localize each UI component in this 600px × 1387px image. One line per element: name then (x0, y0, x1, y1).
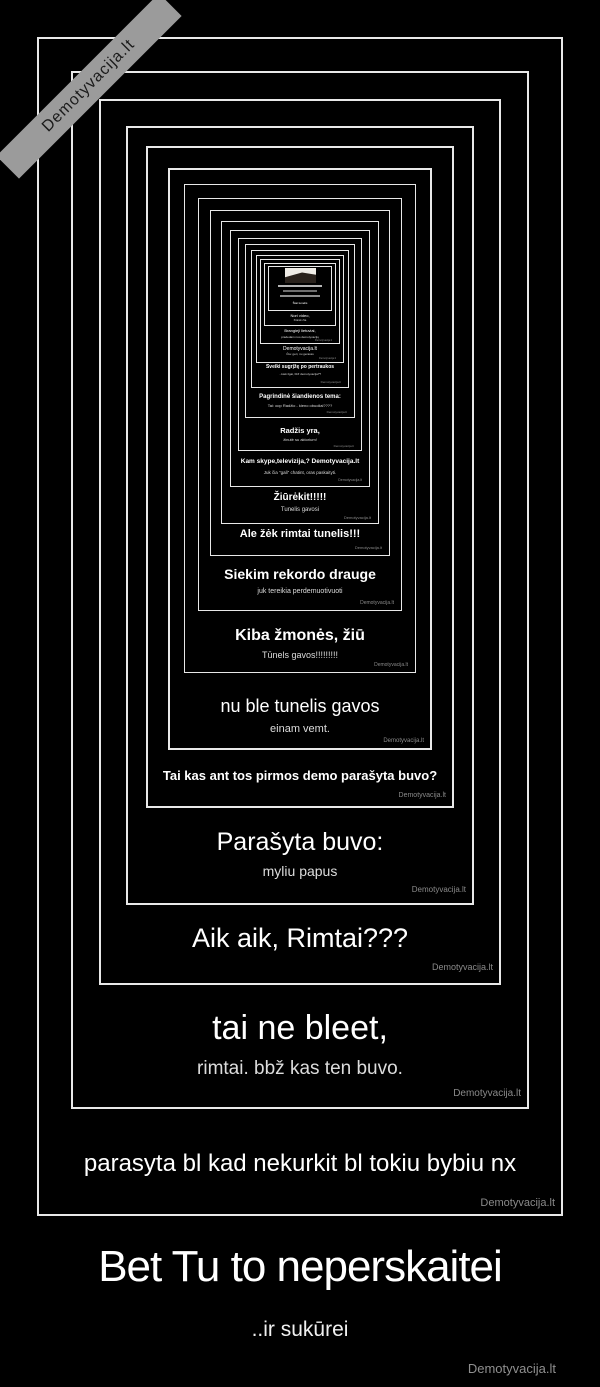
layer-watermark-4: Demotyvacija.lt (411, 885, 466, 894)
site-watermark: Demotyvacija.lt (467, 1361, 556, 1376)
layer-heading-3: Aik aik, Rimtai??? (191, 923, 409, 953)
layer-watermark-14: Demotyvacija.lt (320, 380, 341, 384)
corner-ribbon: Demotyvacija.lt (0, 0, 182, 179)
layer-subheading-17: žiūrėk čia (293, 318, 307, 322)
layer-watermark-9: Demotyvacija.lt (354, 545, 382, 550)
layer-watermark-11: Demotyvacija.lt (338, 478, 362, 482)
poster-title: Bet Tu to neperskaitei (98, 1242, 502, 1291)
innermost-photo (285, 268, 316, 283)
layer-watermark-12: Demotyvacija.lt (333, 444, 354, 448)
layer-subheading-6: einam vemt. (270, 723, 330, 735)
layer-heading-17: Nori video, (290, 313, 310, 318)
layer-heading-12: Radžis yra, (280, 426, 320, 435)
layer-heading-13: Pagrindinė šiandienos tema: (259, 394, 341, 400)
layer-subheading-4: myliu papus (262, 863, 338, 879)
layer-watermark-16: Demotyvacija.lt (315, 339, 332, 342)
poster-subtitle: ..ir sukūrei (251, 1318, 349, 1341)
layer-watermark-13: Demotyvacija.lt (326, 410, 347, 414)
tiny-caption-line (283, 290, 317, 292)
layer-heading-6: nu ble tunelis gavos (220, 696, 380, 716)
layer-heading-16: Brangieji lietuviai, (284, 328, 316, 333)
layer-subheading-15: Čia: geri, nu gerasss (286, 352, 314, 356)
layer-subheading-14: ...kiek ilgai, bbž demotyvacija?? (278, 372, 322, 376)
layer-watermark-2: Demotyvacija.lt (453, 1088, 521, 1099)
layer-subheading-2: rimtai. bbž kas ten buvo. (197, 1058, 403, 1079)
layer-heading-2: tai ne bleet, (212, 1009, 388, 1047)
layer-watermark-7: Demotyvacija.lt (374, 662, 408, 668)
layer-heading-5: Tai kas ant tos pirmos demo parašyta buvo? (162, 768, 438, 783)
layer-heading-15: Demotyvacija.lt (283, 346, 317, 352)
layer-heading-8: Siekim rekordo drauge (224, 566, 376, 582)
layer-heading-11: Kam skype,televizija,? Demotyvacija.lt (240, 458, 360, 465)
layer-watermark-15: Demotyvacija.lt (319, 357, 336, 360)
layer-subheading-11: Juk čia "gali" chatint, oras paskaityti. (263, 470, 337, 475)
layer-heading-9: Ale žėk rimtai tunelis!!! (239, 528, 361, 540)
layer-watermark-6: Demotyvacija.lt (383, 738, 424, 744)
tiny-caption-line (280, 295, 320, 297)
layer-watermark-10: Demotyvacija.lt (343, 515, 371, 520)
photo-hill-shape (285, 268, 316, 283)
tiny-caption-line (278, 285, 322, 287)
layer-subheading-10: Tunelis gavosi (280, 507, 320, 513)
layer-watermark-5: Demotyvacija.lt (398, 792, 446, 799)
layer-watermark-3: Demotyvacija.lt (431, 962, 493, 972)
layer-heading-1: parasyta bl kad nekurkit bl tokiu bybiu nx (83, 1150, 517, 1177)
layer-subheading-16: pradedam nuo demotyvacijų (281, 335, 319, 339)
layer-heading-14: Sveiki sugrįžę po pertraukos (265, 364, 335, 370)
layer-subheading-7: Tūnels gavos!!!!!!!!! (261, 650, 339, 660)
layer-watermark-8: Demotyvacija.lt (360, 600, 394, 606)
layer-subheading-12: žinutė su aktorium! (283, 437, 317, 442)
layer-heading-7: Kiba žmonės, žiū (235, 627, 365, 644)
layer-heading-4: Parašyta buvo: (216, 828, 384, 856)
layer-watermark-1: Demotyvacija.lt (480, 1197, 555, 1209)
layer-subheading-8: juk tereikia perdemuotivuoti (257, 588, 343, 595)
layer-heading-18: Štai tunelis (292, 301, 308, 305)
layer-heading-10: Žiūrėkit!!!!! (273, 492, 327, 503)
layer-subheading-13: Tai: oop Radžio - kieno obuoliai???? (267, 403, 333, 408)
